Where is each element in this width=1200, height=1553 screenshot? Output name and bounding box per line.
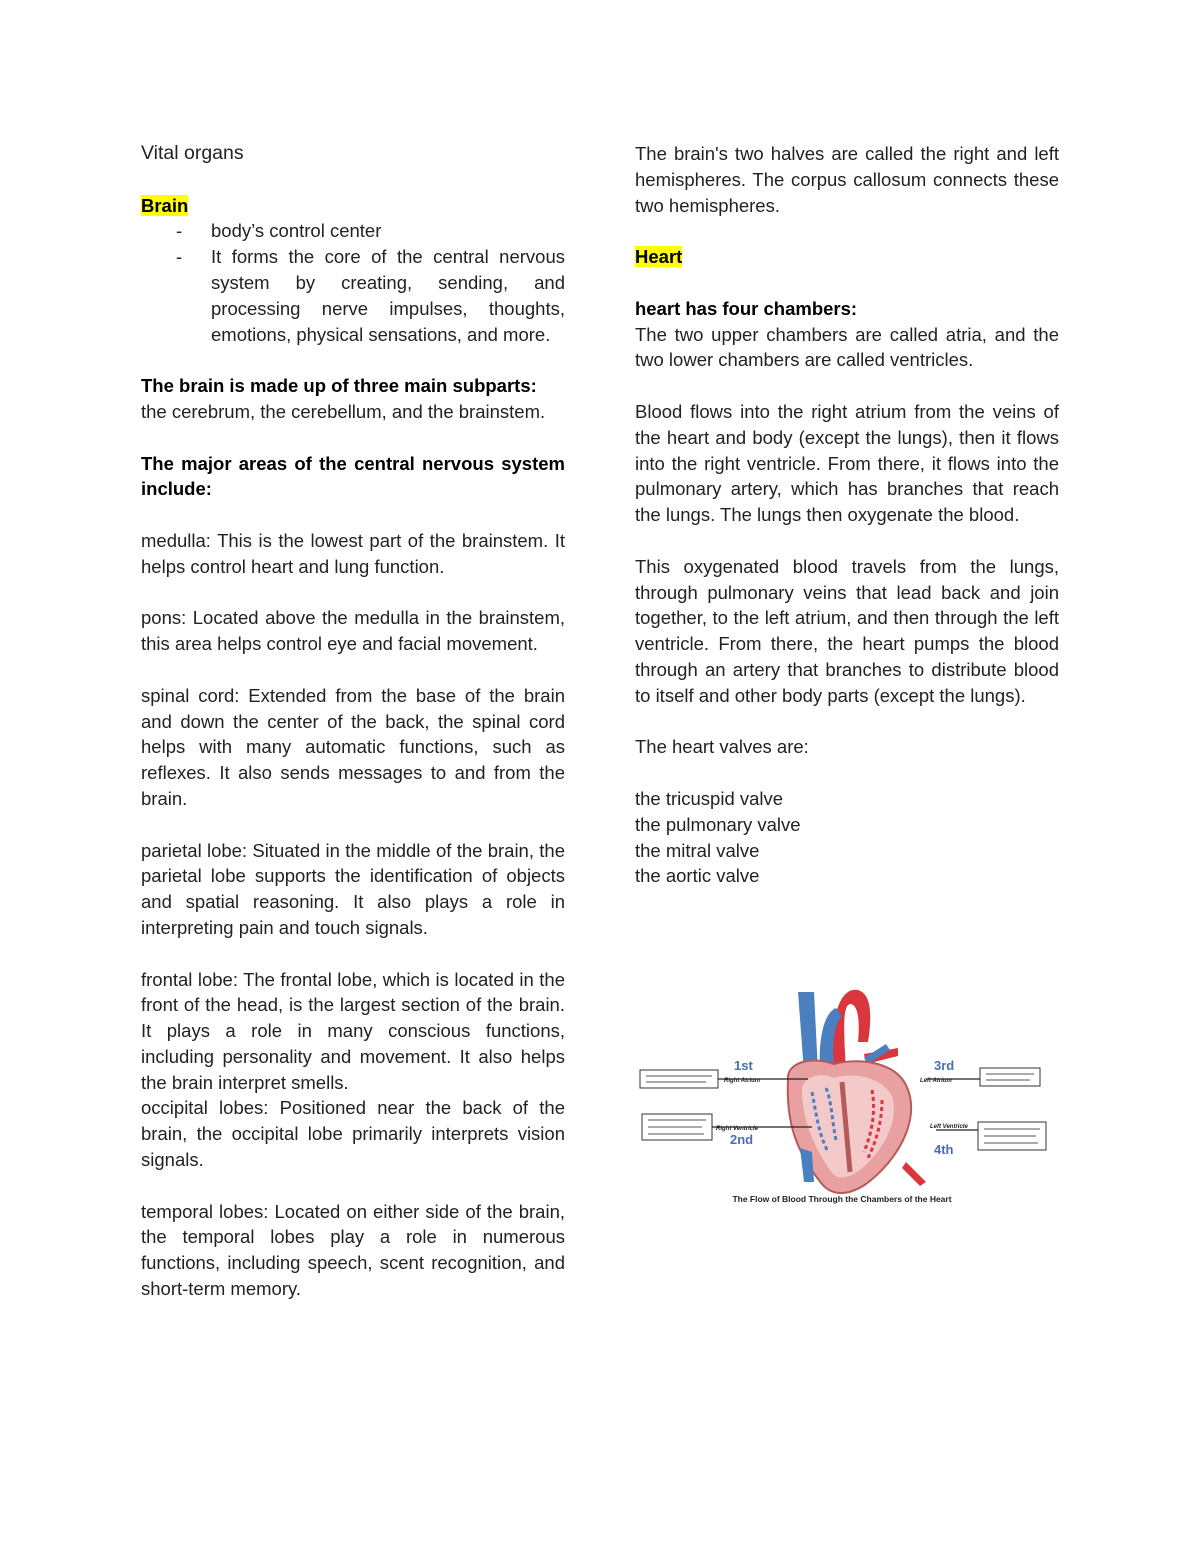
list-item: - It forms the core of the central nervous system by creating, sending, and processing nerve impulses, thoughts, emotions, physical sensations, and more. [141,244,565,347]
subparts-heading: The brain is made up of three main subparts: [141,375,537,397]
inferior-vena-cava [800,1148,814,1182]
subparts-text: the cerebrum, the cerebellum, and the brainstem. [141,400,546,422]
document-title: Vital organs [141,142,244,164]
hemispheres-paragraph: The brain's two halves are called the right and left hemispheres. The corpus callosum connects these two hemispheres. [635,143,1059,216]
list-item: - body’s control center [141,218,565,244]
parietal-lobe-paragraph: parietal lobe: Situated in the middle of the brain, the parietal lobe supports the identification of objects and spatial reasoning. It also plays a role in interpreting pain and touch signals. [141,839,565,938]
valve-item: the tricuspid valve [635,787,784,809]
aorta-arch [832,990,871,1072]
valve-item: the mitral valve [635,839,760,861]
brain-heading: Brain [141,194,189,216]
chambers-heading: heart has four chambers: [635,297,858,319]
blood-flow-paragraph-2: This oxygenated blood travels from the lungs, through pulmonary veins that lead back and join together, to the left atrium, and then through the left ventricle. From there, the heart pumps the blood through an artery that branches to distribute blood to itself and other body parts (except the lungs). [635,555,1059,706]
occipital-lobe-paragraph: occipital lobes: Positioned near the back of the brain, the occipital lobe primarily interprets vision signals. [141,1097,565,1171]
left-column [141,141,565,1302]
temporal-lobe-paragraph: temporal lobes: Located on either side of the brain, the temporal lobes play a role in numerous functions, including speech, scent recognition, and short-term memory. [141,1200,565,1300]
valve-item: the aortic valve [635,865,760,887]
medulla-paragraph: medulla: This is the lowest part of the brainstem. It helps control heart and lung function. [141,529,565,577]
info-box [980,1068,1040,1086]
ordinal-3: 3rd [934,1058,955,1073]
figure-caption: The Flow of Blood Through the Chambers of the Heart [732,1194,952,1204]
right-column [635,141,1059,889]
heart-heading: Heart [635,246,683,268]
valves-intro: The heart valves are: [635,736,809,758]
ordinal-4: 4th [934,1142,954,1157]
blood-flow-paragraph-1: Blood flows into the right atrium from the veins of the heart and body (except the lungs), then it flows into the right ventricle. From there, it flows into the pulmonary artery, which has branches that reach the lungs. The lungs then oxygenate the blood. [635,400,1059,526]
descending-aorta [902,1162,926,1186]
ordinal-1: 1st [734,1058,753,1073]
chambers-text: The two upper chambers are called atria, and the two lower chambers are called ventricles. [635,323,1059,371]
label-right-ventricle: Right Ventricle [716,1126,759,1132]
pons-paragraph: pons: Located above the medulla in the brainstem, this area helps control eye and facial movement. [141,607,565,655]
heart-diagram [636,972,1058,1212]
spinal-cord-paragraph: spinal cord: Extended from the base of the brain and down the center of the back, the spinal cord helps with many automatic functions, such as reflexes. It also sends messages to and from the brain. [141,684,565,809]
label-right-atrium: Right Atrium [724,1078,761,1084]
label-left-atrium: Left Atrium [920,1078,952,1084]
frontal-lobe-paragraph: frontal lobe: The frontal lobe, which is located in the front of the head, is the largest section of the brain. It plays a role in many conscious functions, including personality and movement. It also helps the brain interpret smells. [141,968,565,1093]
ordinal-2: 2nd [730,1132,754,1147]
info-box [640,1070,718,1088]
valve-item: the pulmonary valve [635,813,801,835]
cns-heading: The major areas of the central nervous system include: [141,452,565,500]
label-left-ventricle: Left Ventricle [930,1124,968,1130]
brain-bullet-list [141,218,565,347]
